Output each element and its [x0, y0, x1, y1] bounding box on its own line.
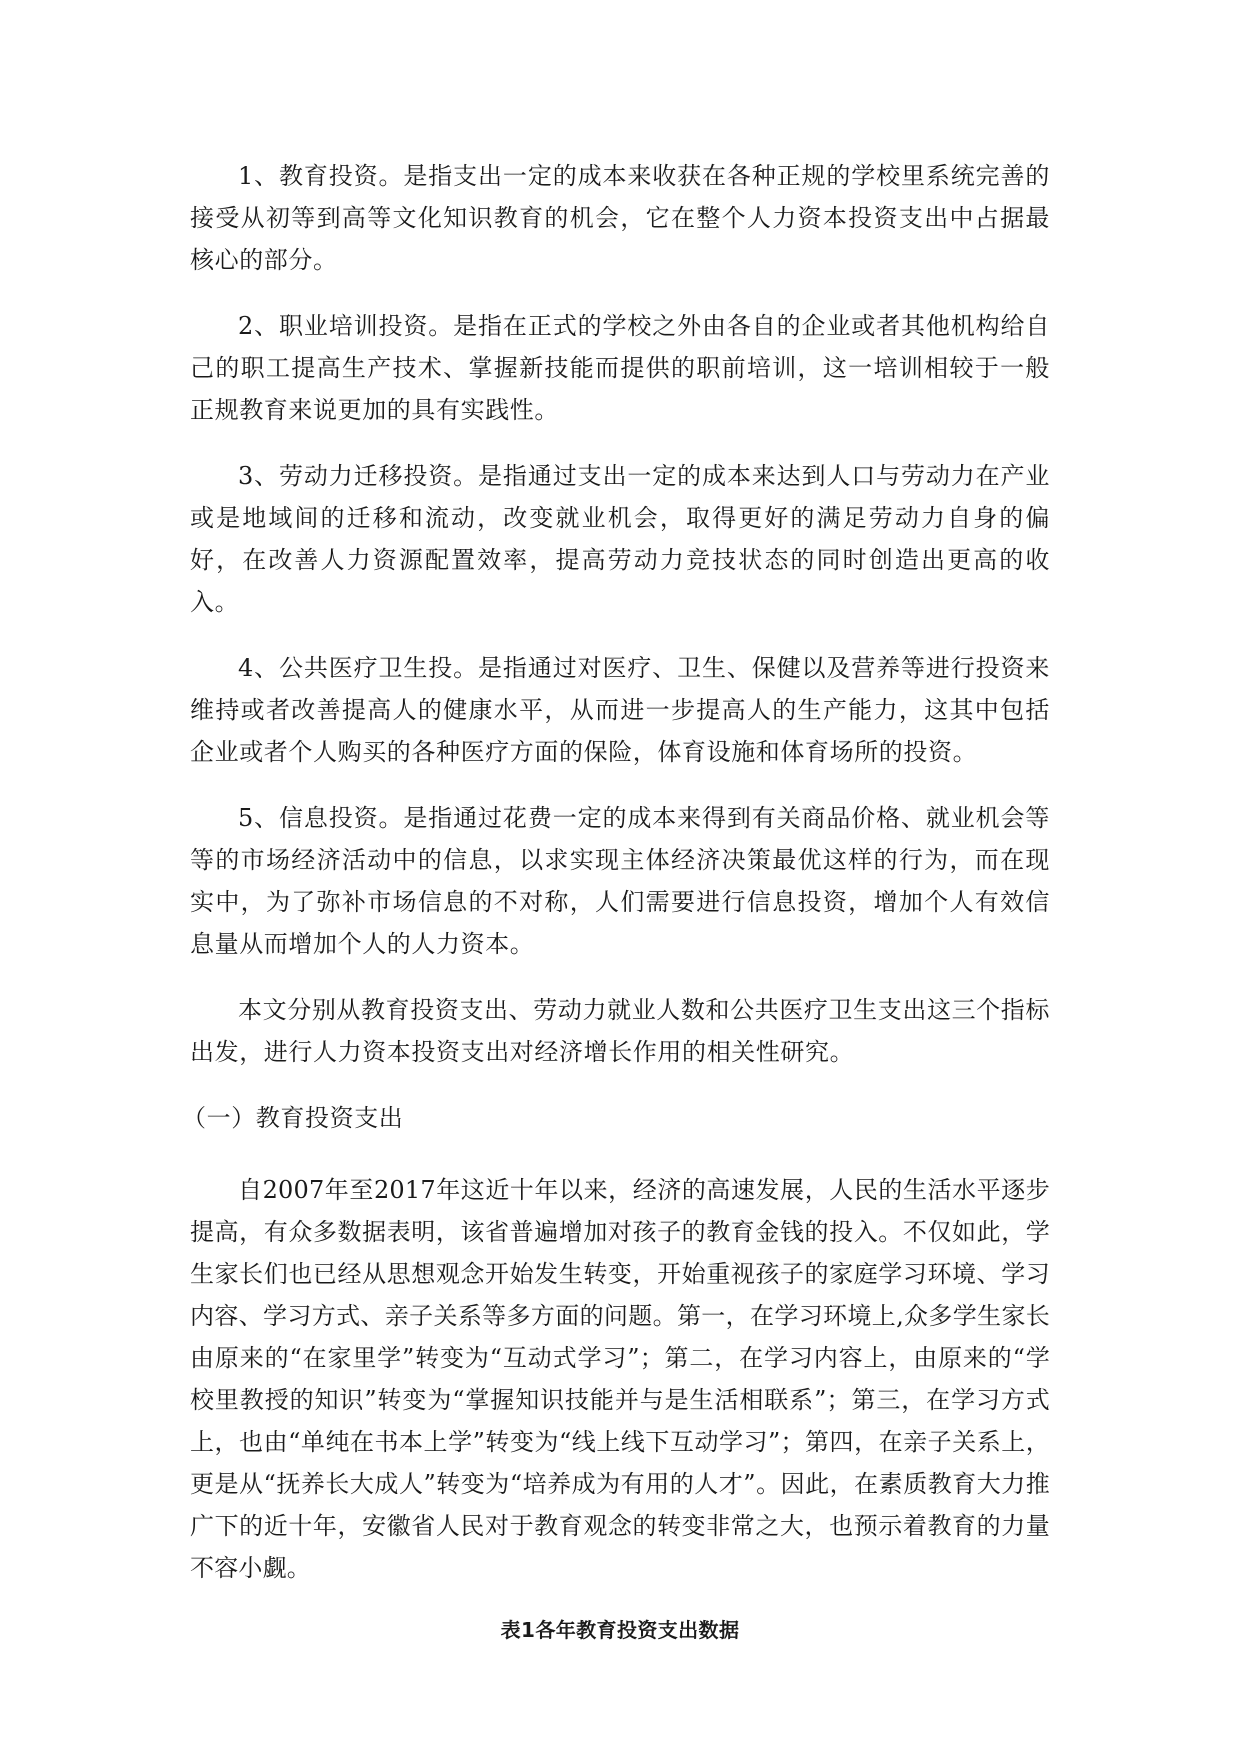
document-page [182, 155, 1050, 1647]
paragraph-research-scope: 本文分别从教育投资支出、劳动力就业人数和公共医疗卫生支出这三个指标出发，进行人力资本投资支出对经济增长作用的相关性研究。 [190, 996, 1050, 1066]
paragraph-vocational-training: 2、职业培训投资。是指在正式的学校之外由各自的企业或者其他机构给自己的职工提高生产技术、掌握新技能而提供的职前培训，这一培训相较于一般正规教育来说更加的具有实践性。 [190, 312, 1050, 424]
paragraph-information-investment: 5、信息投资。是指通过花费一定的成本来得到有关商品价格、就业机会等等的市场经济活动中的信息，以求实现主体经济决策最优这样的行为，而在现实中，为了弥补市场信息的不对称，人们需要进行信息投资，增加个人有效信息量从而增加个人的人力资本。 [190, 804, 1050, 958]
paragraph-labor-migration: 3、劳动力迁移投资。是指通过支出一定的成本来达到人口与劳动力在产业或是地域间的迁移和流动，改变就业机会，取得更好的满足劳动力自身的偏好，在改善人力资源配置效率，提高劳动力竞技状态的同时创造出更高的收入。 [190, 462, 1050, 616]
table-caption: 表1各年教育投资支出数据 [500, 1618, 740, 1642]
paragraph-education-spending: 自2007年至2017年这近十年以来，经济的高速发展，人民的生活水平逐步提高，有众多数据表明，该省普遍增加对孩子的教育金钱的投入。不仅如此，学生家长们也已经从思想观念开始发生转变，开始重视孩子的家庭学习环境、学习内容、学习方式、亲子关系等多方面的问题。第一，在学习环境上,众多学生家长由原来的“在家里学”转变为“互动式学习”；第二，在学习内容上，由原来的“学校里教授的知识”转变为“掌握知识技能并与是生活相联系”；第三，在学习方式上，也由“单纯在书本上学”转变为“线上线下互动学习”；第四，在亲子关系上，更是从“抚养长大成人”转变为“培养成为有用的人才”。因此，在素质教育大力推广下的近十年，安徽省人民对于教育观念的转变非常之大，也预示着教育的力量不容小觑。 [190, 1176, 1050, 1582]
section-heading: （一）教育投资支出 [182, 1104, 404, 1132]
paragraph-public-health: 4、公共医疗卫生投。是指通过对医疗、卫生、保健以及营养等进行投资来维持或者改善提高人的健康水平，从而进一步提高人的生产能力，这其中包括企业或者个人购买的各种医疗方面的保险，体育设施和体育场所的投资。 [190, 654, 1050, 766]
paragraph-education-investment: 1、教育投资。是指支出一定的成本来收获在各种正规的学校里系统完善的接受从初等到高等文化知识教育的机会，它在整个人力资本投资支出中占据最核心的部分。 [190, 162, 1050, 274]
